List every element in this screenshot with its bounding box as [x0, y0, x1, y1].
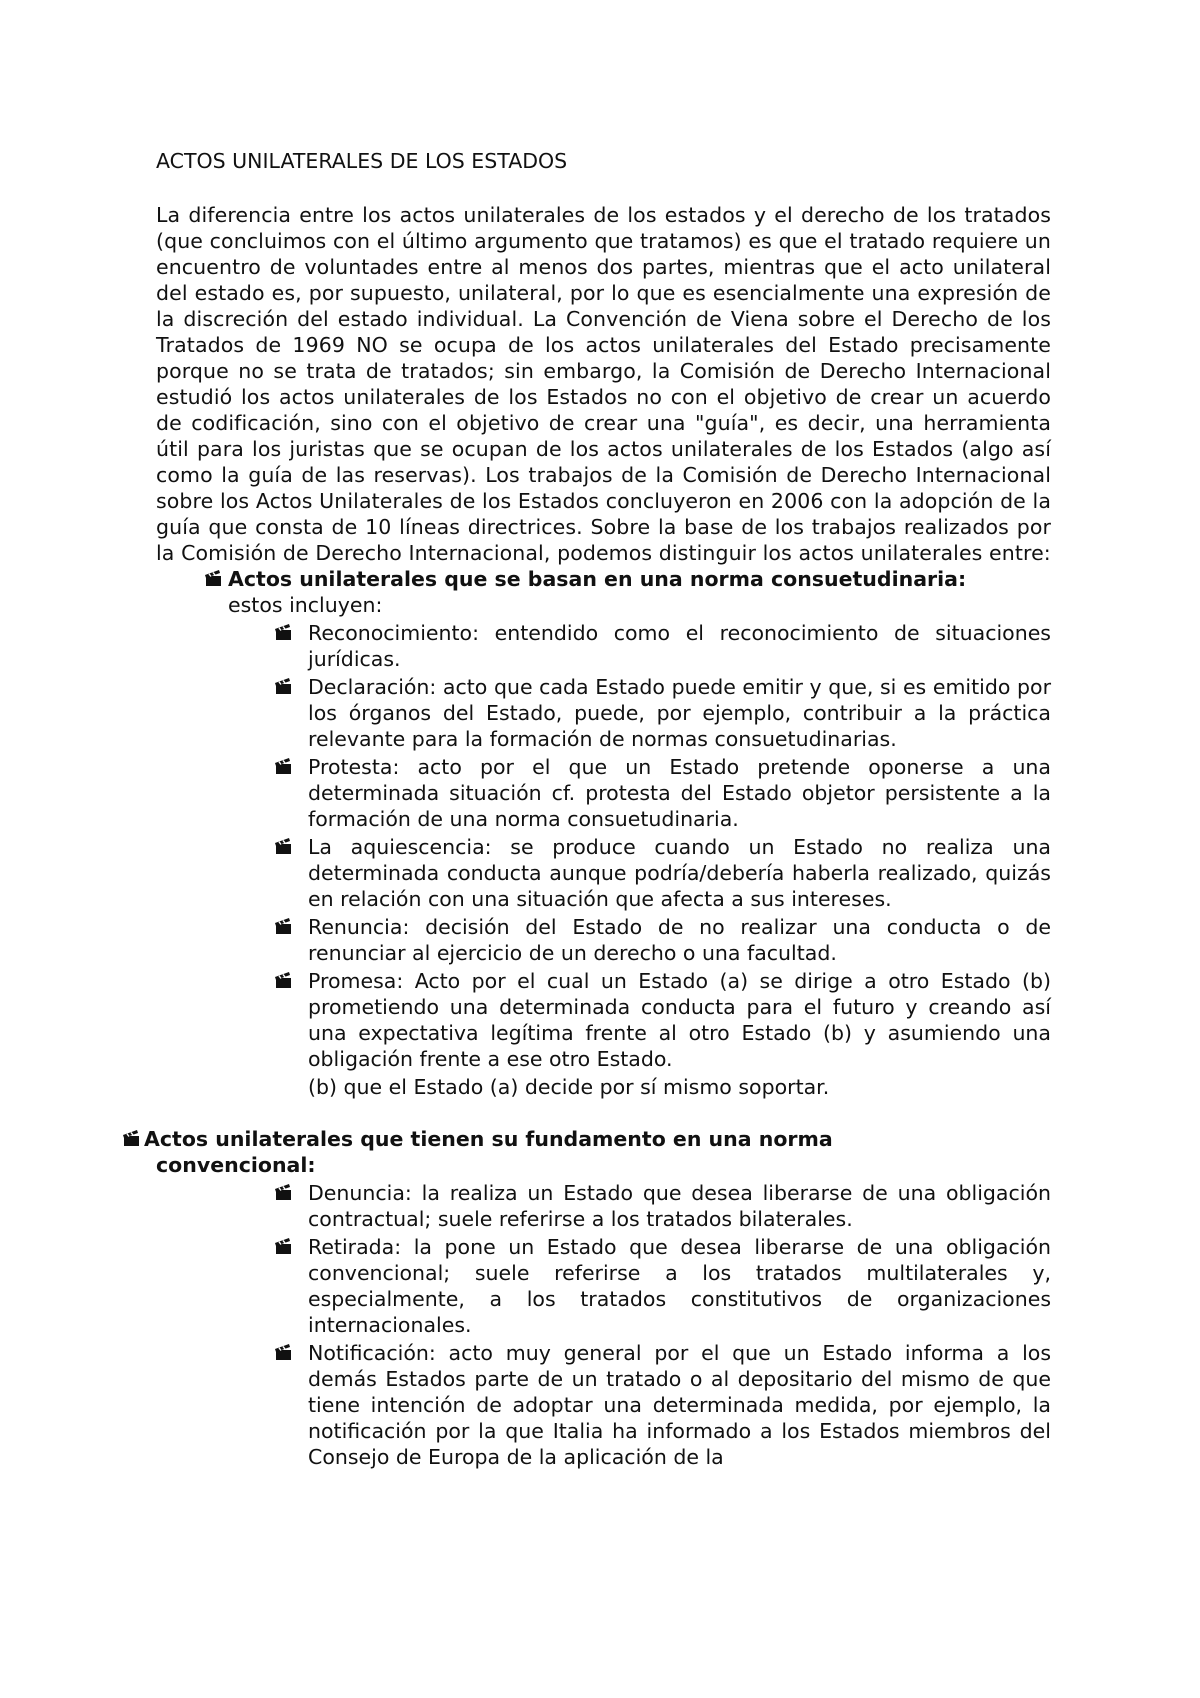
list-item: [274, 754, 1051, 832]
clapperboard-bullet-icon: [204, 568, 224, 588]
section2-heading-line2: convencional:: [156, 1153, 316, 1177]
list-item: [274, 1340, 1051, 1470]
clapperboard-bullet-icon: [274, 1182, 294, 1202]
list-item: [274, 834, 1051, 912]
list-item-text: Declaración: acto que cada Estado puede emitir y que, si es emitido por los órganos del Estado, puede, por ejemplo, contribuir a la práctica relevante para la formación de normas consuetudinarias.: [308, 675, 1051, 751]
clapperboard-bullet-icon: [274, 756, 294, 776]
list-item-text: Denuncia: la realiza un Estado que desea liberarse de una obligación contractual; suele referirse a los tratados bilaterales.: [308, 1181, 1051, 1231]
list-item: [274, 674, 1051, 752]
list-item-text: La aquiescencia: se produce cuando un Estado no realiza una determinada conducta aunque podría/debería haberla realizado, quizás en relación con una situación que afecta a sus intereses.: [308, 835, 1051, 911]
intro-paragraph: La diferencia entre los actos unilaterales de los estados y el derecho de los tratados (que concluimos con el último argumento que tratamos) es que el tratado requiere un encuentro de voluntades entre al menos dos partes, mientras que el acto unilateral del estado es, por supuesto, unilateral, por lo que es esencialmente una expresión de la discreción del estado individual. La Convención de Viena sobre el Derecho de los Tratados de 1969 NO se ocupa de los actos unilaterales del Estado precisamente porque no se trata de tratados; sin embargo, la Comisión de Derecho Internacional estudió los actos unilaterales de los Estados no con el objetivo de crear un acuerdo de codificación, sino con el objetivo de crear una "guía", es decir, una herramienta útil para los juristas que se ocupan de los actos unilaterales de los Estados (algo así como la guía de las reservas). Los trabajos de la Comisión de Derecho Internacional sobre los Actos Unilaterales de los Estados concluyeron en 2006 con la adopción de la guía que consta de 10 líneas directrices. Sobre la base de los trabajos realizados por la Comisión de Derecho Internacional, podemos distinguir los actos unilaterales entre:: [156, 203, 1051, 565]
section2-bullet: [122, 1126, 1051, 1178]
list-item-text: Protesta: acto por el que un Estado pretende oponerse a una determinada situación cf. protesta del Estado objetor persistente a la formación de una norma consuetudinaria.: [308, 755, 1051, 831]
section1-heading: Actos unilaterales que se basan en una norma consuetudinaria:: [228, 567, 967, 591]
list-item-text: Reconocimiento: entendido como el reconocimiento de situaciones jurídicas.: [308, 621, 1051, 671]
list-item-text: Notificación: acto muy general por el que un Estado informa a los demás Estados parte de un tratado o al depositario del mismo de que tiene intención de adoptar una determinada medida, por ejemplo, la notificación por la que Italia ha informado a los Estados miembros del Consejo de Europa de la aplicación de la: [308, 1341, 1051, 1469]
clapperboard-bullet-icon: [274, 1342, 294, 1362]
section1-subheading: estos incluyen:: [228, 593, 383, 617]
list-item: [274, 1234, 1051, 1338]
clapperboard-bullet-icon: [122, 1128, 142, 1148]
document-page: [144, 148, 1051, 1470]
trailing-line: (b) que el Estado (a) decide por sí mismo soportar.: [308, 1075, 830, 1099]
document-title: ACTOS UNILATERALES DE LOS ESTADOS: [156, 149, 568, 173]
clapperboard-bullet-icon: [274, 676, 294, 696]
list-item-text: Renuncia: decisión del Estado de no realizar una conducta o de renunciar al ejercicio de un derecho o una facultad.: [308, 915, 1051, 965]
list-item: [274, 620, 1051, 672]
section2-heading-line1: Actos unilaterales que tienen su fundamento en una norma: [144, 1127, 833, 1151]
clapperboard-bullet-icon: [274, 836, 294, 856]
section1-bullet: [204, 566, 1051, 618]
list-item-text: Retirada: la pone un Estado que desea liberarse de una obligación convencional; suele referirse a los tratados multilaterales y, especialmente, a los tratados constitutivos de organizaciones internacionales.: [308, 1235, 1051, 1337]
list-item: [274, 914, 1051, 966]
clapperboard-bullet-icon: [274, 970, 294, 990]
list-item: [274, 968, 1051, 1072]
clapperboard-bullet-icon: [274, 622, 294, 642]
list-item: [274, 1180, 1051, 1232]
clapperboard-bullet-icon: [274, 916, 294, 936]
list-item-text: Promesa: Acto por el cual un Estado (a) se dirige a otro Estado (b) prometiendo una determinada conducta para el futuro y creando así una expectativa legítima frente al otro Estado (b) y asumiendo una obligación frente a ese otro Estado.: [308, 969, 1051, 1071]
clapperboard-bullet-icon: [274, 1236, 294, 1256]
